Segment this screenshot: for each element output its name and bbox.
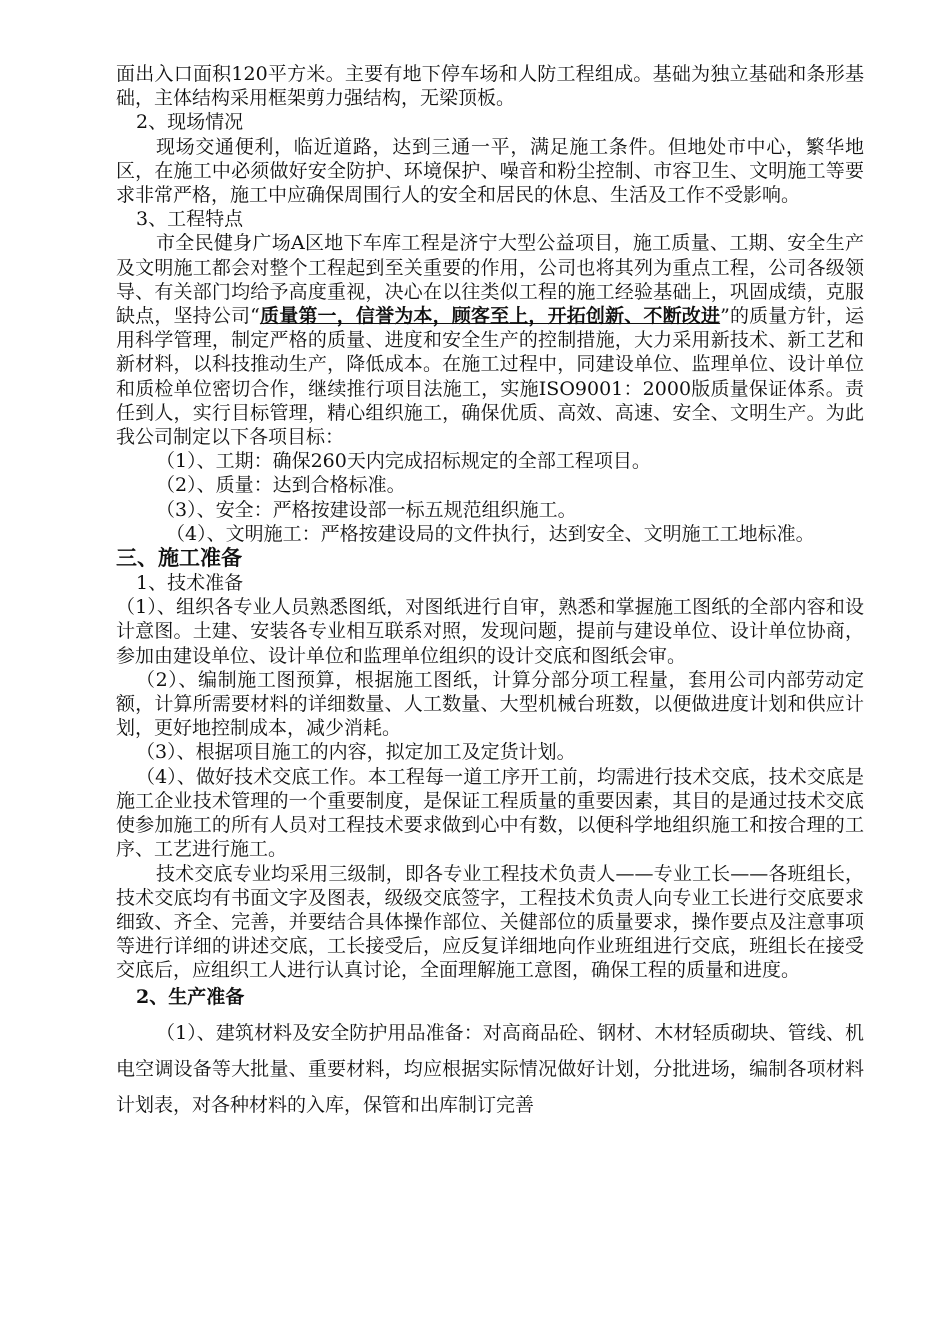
paragraph: （1）、工期：确保260天内完成招标规定的全部工程项目。 bbox=[156, 450, 651, 473]
paragraph: 现场交通便利，临近道路，达到三通一平，满足施工条件。但地处市中心，繁华地区，在施工中必须做好安全防护、环境保护、噪音和粉尘控制、市容卫生、文明施工等要求非常严格，施工中应确保周围行人的安全和居民的休息、生活及工作不受影响。 bbox=[116, 135, 864, 207]
paragraph: 2、现场情况 bbox=[136, 111, 244, 134]
paragraph: （1）、建筑材料及安全防护用品准备：对高商品砼、钢材、木材轻质砌块、管线、机电空调设备等大批量、重要材料，均应根据实际情况做好计划，分批进场，编制各项材料计划表，对各种材料的入库，保管和出库制订完善 bbox=[116, 1021, 864, 1116]
paragraph: （3）、安全：严格按建设部一标五规范组织施工。 bbox=[156, 498, 577, 521]
paragraph: 面出入口面积120平方米。主要有地下停车场和人防工程组成。基础为独立基础和条形基础，主体结构采用框架剪力强结构，无梁顶板。 bbox=[116, 63, 864, 110]
paragraph: （2）、编制施工图预算，根据施工图纸，计算分部分项工程量，套用公司内部劳动定额，计算所需要材料的详细数量、人工数量、大型机械台班数，以便做进度计划和供应计划，更好地控制成本，减少消耗。 bbox=[116, 668, 864, 740]
paragraph: 技术交底专业均采用三级制，即各专业工程技术负责人——专业工长——各班组长，技术交底均有书面文字及图表，级级交底签字，工程技术负责人向专业工长进行交底要求细致、齐全、完善，并要结合具体操作部位、关健部位的质量要求，操作要点及注意事项等进行详细的讲述交底，工长接受后，应反复详细地向作业班组进行交底，班组长在接受交底后，应组织工人进行认真讨论，全面理解施工意图，确保工程的质量和进度。 bbox=[116, 862, 864, 982]
paragraph: 1、技术准备 bbox=[136, 572, 244, 595]
document-page bbox=[116, 62, 864, 1123]
text-run: ”的质量方针，运用科学管理，制定严格的质量、进度和安全生产的控制措施，大力采用新技术、新工艺和新材料，以科技推动生产，降低成本。在施工过程中，同建设单位、监理单位、设计单位和质检单位密切合作，继续推行项目法施工，实施ISO9001：2000版质量保证体系。责任到人，实行目标管理，精心组织施工，确保优质、高效、高速、安全、文明生产。为此我公司制定以下各项目标： bbox=[116, 305, 864, 449]
paragraph: （2）、质量：达到合格标准。 bbox=[156, 474, 406, 497]
paragraph-rich bbox=[116, 231, 864, 449]
paragraph: （4）、做好技术交底工作。本工程每一道工序开工前，均需进行技术交底，技术交底是施工企业技术管理的一个重要制度，是保证工程质量的重要因素，其目的是通过技术交底使参加施工的所有人员对工程技术要求做到心中有数，以便科学地组织施工和按合理的工序、工艺进行施工。 bbox=[116, 765, 864, 861]
paragraph: （1）、组织各专业人员熟悉图纸，对图纸进行自审，熟悉和掌握施工图纸的全部内容和设计意图。土建、安装各专业相互联系对照，发现问题，提前与建设单位、设计单位协商，参加由建设单位、设计单位和监理单位组织的设计交底和图纸会审。 bbox=[116, 596, 864, 667]
text-run: 市全民健身广场A区地下车库工程是济宁大型公益项目，施工质量、工期、安全生产及文明施工都会对整个工程起到至关重要的作用，公司也将其列为重点工程，公司各级领导、有关部门均给予高度重视，决心在以往类似工程的施工经验基础上，巩固成绩，克服缺点，坚持公司“ bbox=[116, 232, 864, 328]
section-heading: 三、施工准备 bbox=[116, 546, 242, 571]
paragraph: （4）、文明施工：严格按建设局的文件执行，达到安全、文明施工工地标准。 bbox=[166, 522, 815, 545]
section-heading: 2、生产准备 bbox=[136, 985, 245, 1008]
paragraph: （3）、根据项目施工的内容，拟定加工及定货计划。 bbox=[136, 741, 576, 764]
paragraph: 3、工程特点 bbox=[136, 208, 244, 231]
underlined-quality-motto: 质量第一，信誉为本，顾客至上，开拓创新、不断改进 bbox=[259, 305, 721, 328]
